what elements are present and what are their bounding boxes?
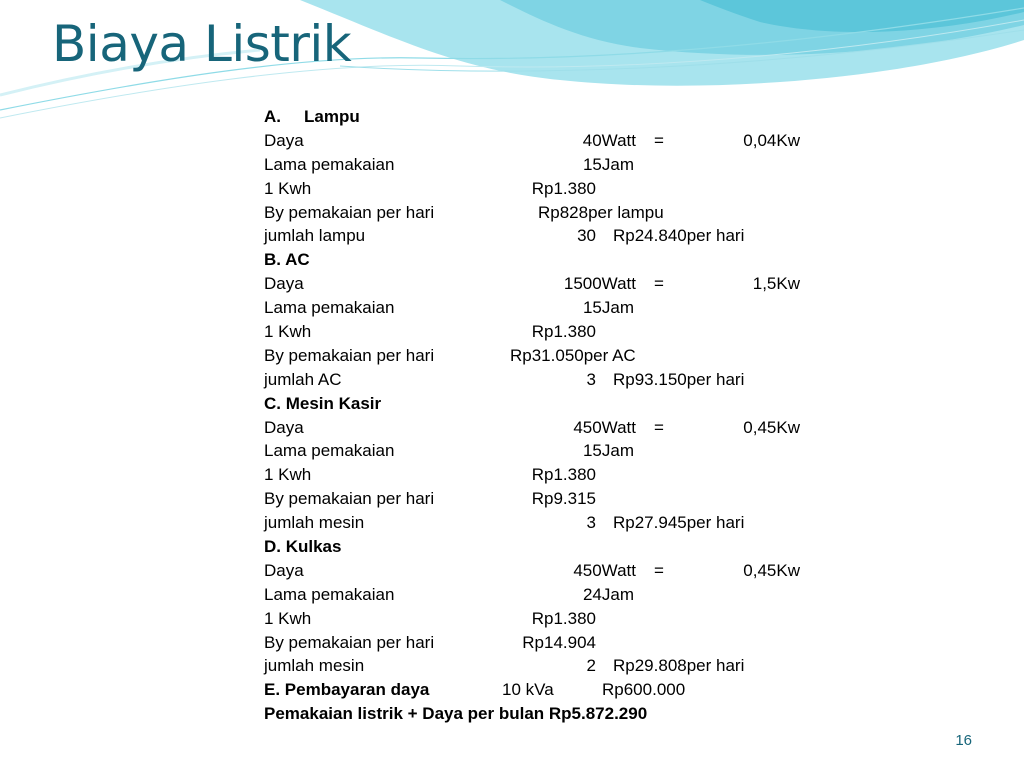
- section-b-daya-row: [264, 272, 824, 296]
- jumlah-label: jumlah AC: [264, 369, 342, 389]
- section-c-by-row: [264, 487, 824, 511]
- jumlah-total: Rp27.945per hari: [613, 513, 745, 533]
- lama-value: 24Jam: [582, 584, 634, 604]
- kwh-label: 1 Kwh: [264, 178, 312, 198]
- section-c-heading: [264, 392, 824, 416]
- daya-watt: 40Watt: [582, 130, 636, 150]
- slide-title: Biaya Listrik: [52, 15, 352, 73]
- section-e-kva: 10 kVa: [502, 680, 554, 700]
- section-c-lama-row: [264, 439, 824, 463]
- jumlah-total: Rp24.840per hari: [613, 226, 745, 246]
- by-label: By pemakaian per hari: [264, 632, 435, 652]
- daya-equals: =: [654, 130, 664, 150]
- section-b-kwh-row: [264, 320, 824, 344]
- lama-label: Lama pemakaian: [264, 441, 395, 461]
- kwh-label: 1 Kwh: [264, 322, 312, 342]
- by-value: Rp9.315: [531, 489, 596, 509]
- by-label: By pemakaian per hari: [264, 345, 435, 365]
- lama-value: 15Jam: [582, 154, 634, 174]
- section-b-lama-row: [264, 296, 824, 320]
- daya-kw: 1,5Kw: [752, 274, 800, 294]
- by-value: Rp31.050per AC: [510, 345, 636, 365]
- kwh-value: Rp1.380: [531, 608, 596, 628]
- daya-equals: =: [654, 560, 664, 580]
- section-a-kwh-row: [264, 177, 824, 201]
- section-d-by-row: [264, 631, 824, 655]
- section-d-kwh-row: [264, 607, 824, 631]
- daya-label: Daya: [264, 274, 304, 294]
- by-label: By pemakaian per hari: [264, 202, 435, 222]
- section-b-heading: [264, 248, 824, 272]
- lama-value: 15Jam: [582, 441, 634, 461]
- daya-label: Daya: [264, 560, 304, 580]
- section-a-heading: [264, 105, 824, 129]
- jumlah-count: 30: [577, 226, 596, 246]
- jumlah-total: Rp29.808per hari: [613, 656, 745, 676]
- jumlah-total: Rp93.150per hari: [613, 369, 745, 389]
- daya-equals: =: [654, 417, 664, 437]
- section-a-by-row: [264, 201, 824, 225]
- jumlah-label: jumlah mesin: [264, 656, 365, 676]
- section-c-title: C. Mesin Kasir: [264, 393, 382, 413]
- total-row: [264, 702, 824, 726]
- daya-watt: 1500Watt: [563, 274, 636, 294]
- kwh-label: 1 Kwh: [264, 608, 312, 628]
- jumlah-label: jumlah mesin: [264, 513, 365, 533]
- section-d-daya-row: [264, 559, 824, 583]
- section-e-title: E. Pembayaran daya: [264, 680, 430, 700]
- jumlah-count: 3: [586, 369, 596, 389]
- section-c-kwh-row: [264, 463, 824, 487]
- page-number: 16: [955, 732, 972, 749]
- section-a-daya-row: [264, 129, 824, 153]
- monthly-total: Pemakaian listrik + Daya per bulan Rp5.872.290: [264, 704, 648, 724]
- section-d-jumlah-row: [264, 654, 824, 678]
- daya-label: Daya: [264, 417, 304, 437]
- by-value: Rp14.904: [522, 632, 596, 652]
- daya-watt: 450Watt: [573, 417, 636, 437]
- section-a-lama-row: [264, 153, 824, 177]
- by-label: By pemakaian per hari: [264, 489, 435, 509]
- section-a-letter: A.: [264, 107, 281, 126]
- section-e-row: [264, 678, 824, 702]
- section-b-by-row: [264, 344, 824, 368]
- by-value: Rp828per lampu: [538, 202, 664, 222]
- lama-value: 15Jam: [582, 298, 634, 318]
- section-a-jumlah-row: [264, 224, 824, 248]
- jumlah-label: jumlah lampu: [264, 226, 366, 246]
- jumlah-count: 2: [586, 656, 596, 676]
- section-d-title: D. Kulkas: [264, 537, 342, 557]
- section-b-title: B. AC: [264, 250, 310, 270]
- section-d-heading: [264, 535, 824, 559]
- section-b-jumlah-row: [264, 368, 824, 392]
- daya-equals: =: [654, 274, 664, 294]
- kwh-value: Rp1.380: [531, 465, 596, 485]
- kwh-value: Rp1.380: [531, 178, 596, 198]
- daya-kw: 0,04Kw: [743, 130, 800, 150]
- kwh-value: Rp1.380: [531, 322, 596, 342]
- lama-label: Lama pemakaian: [264, 584, 395, 604]
- lama-label: Lama pemakaian: [264, 154, 395, 174]
- daya-kw: 0,45Kw: [743, 560, 800, 580]
- daya-kw: 0,45Kw: [743, 417, 800, 437]
- content-block: [264, 105, 824, 726]
- section-c-jumlah-row: [264, 511, 824, 535]
- section-c-daya-row: [264, 416, 824, 440]
- daya-watt: 450Watt: [573, 560, 636, 580]
- lama-label: Lama pemakaian: [264, 298, 395, 318]
- section-a-title: Lampu: [304, 107, 360, 126]
- jumlah-count: 3: [586, 513, 596, 533]
- section-e-value: Rp600.000: [602, 680, 686, 700]
- daya-label: Daya: [264, 130, 304, 150]
- section-d-lama-row: [264, 583, 824, 607]
- kwh-label: 1 Kwh: [264, 465, 312, 485]
